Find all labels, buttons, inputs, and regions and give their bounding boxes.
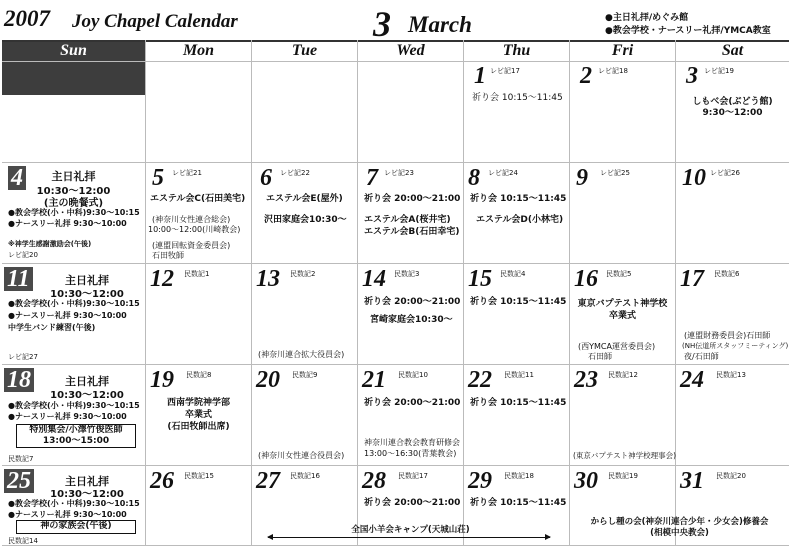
scripture-reading: 民数記10 bbox=[398, 371, 428, 379]
day-number: 6 bbox=[260, 165, 272, 191]
scripture-reading: レビ記23 bbox=[384, 169, 414, 177]
event-time: 10:00～12:00(川崎教会) bbox=[148, 225, 241, 234]
event: ※神学生感謝激励会(午後) bbox=[8, 240, 92, 248]
day-number: 17 bbox=[680, 266, 704, 292]
day-number: 24 bbox=[680, 367, 704, 393]
event: 神奈川連合教会教育研修会 bbox=[364, 438, 460, 447]
day-header-mon: Mon bbox=[182, 41, 215, 59]
prayer-meeting: 祈り会 10:15～11:45 bbox=[470, 398, 567, 408]
day-number: 1 bbox=[474, 63, 486, 89]
scripture-reading: レビ記21 bbox=[172, 169, 202, 177]
day-header-thu: Thu bbox=[502, 41, 531, 59]
day-number: 30 bbox=[574, 468, 598, 494]
scripture-reading: 民数記20 bbox=[716, 472, 746, 480]
day-cell-22 bbox=[464, 365, 569, 465]
day-header-tue: Tue bbox=[291, 41, 318, 59]
event: しもべ会(ぶどう館) bbox=[692, 97, 773, 107]
scripture-reading: レビ記17 bbox=[490, 67, 520, 75]
nursery-worship: ●ナースリー礼拝 9:30～10:00 bbox=[8, 510, 127, 519]
sunday-worship: 主日礼拝 bbox=[51, 170, 96, 183]
event: 石田牧師 bbox=[152, 251, 184, 260]
day-number: 10 bbox=[682, 165, 706, 191]
day-number: 3 bbox=[686, 63, 698, 89]
scripture-reading: レビ記19 bbox=[704, 67, 734, 75]
day-number: 22 bbox=[468, 367, 492, 393]
day-cell-4 bbox=[2, 163, 145, 263]
day-number: 16 bbox=[574, 266, 598, 292]
day-number: 27 bbox=[256, 468, 280, 494]
day-cell-7 bbox=[358, 163, 463, 263]
prayer-meeting: 祈り会 20:00～21:00 bbox=[364, 194, 461, 204]
event: エステル会D(小林宅) bbox=[476, 215, 564, 225]
scripture-reading: レビ記27 bbox=[8, 353, 38, 361]
day-cell-16 bbox=[570, 264, 675, 364]
day-number: 29 bbox=[468, 468, 492, 494]
scripture-reading: 民数記9 bbox=[292, 371, 318, 379]
family-meeting-title: 神の家族会(午後) bbox=[40, 521, 112, 531]
worship-time: 10:30～12:00 bbox=[50, 289, 124, 300]
day-number: 25 bbox=[4, 469, 34, 493]
day-number: 9 bbox=[576, 165, 588, 191]
special-meeting-title: 特別集会/小澤竹俊医師 bbox=[29, 425, 123, 435]
scripture-reading: 民数記16 bbox=[290, 472, 320, 480]
event: 卒業式 bbox=[184, 410, 212, 420]
scripture-reading: 民数記18 bbox=[504, 472, 534, 480]
day-cell-1 bbox=[464, 62, 569, 162]
scripture-reading: 民数記12 bbox=[608, 371, 638, 379]
day-cell-6 bbox=[252, 163, 357, 263]
day-header-sat: Sat bbox=[721, 41, 744, 59]
karashi-event: からし種の会(神奈川連合少年・少女会)修養会 bbox=[590, 517, 769, 527]
special-meeting-time: 13:00～15:00 bbox=[42, 436, 110, 446]
scripture-reading: レビ記18 bbox=[598, 67, 628, 75]
church-school: ●教会学校(小・中科)9:30～10:15 bbox=[8, 401, 140, 410]
calendar-title: Joy Chapel Calendar bbox=[72, 11, 238, 32]
day-cell-24 bbox=[676, 365, 789, 465]
day-cell-25 bbox=[2, 466, 145, 545]
event: 宮崎家庭会10:30～ bbox=[370, 315, 453, 325]
event: エステル会E(屋外) bbox=[266, 194, 343, 204]
sunday-worship: 主日礼拝 bbox=[65, 375, 109, 388]
empty-day-block bbox=[2, 62, 145, 95]
day-header-fri: Fri bbox=[611, 41, 634, 59]
grid-line bbox=[2, 545, 789, 546]
event: 石田師 bbox=[588, 352, 612, 361]
prayer-meeting: 祈り会 20:00～21:00 bbox=[364, 498, 461, 508]
worship-time: 10:30～12:00 bbox=[50, 489, 124, 500]
event: (神奈川連合拡大役員会) bbox=[258, 350, 345, 359]
day-cell-19 bbox=[146, 365, 251, 465]
day-cell-12 bbox=[146, 264, 251, 364]
day-number: 2 bbox=[580, 63, 592, 89]
scripture-reading: 民数記1 bbox=[184, 270, 210, 278]
day-number: 18 bbox=[4, 368, 34, 392]
event: エステル会B(石田幸宅) bbox=[364, 227, 460, 237]
legend-line-1: ●主日礼拝/めぐみ館 bbox=[605, 13, 689, 23]
scripture-reading: レビ記20 bbox=[8, 251, 38, 259]
day-number: 21 bbox=[362, 367, 386, 393]
event: (NH伝道所スタッフミーティング) bbox=[682, 342, 789, 350]
event: 祈り会 10:15～11:45 bbox=[472, 93, 563, 103]
day-number: 31 bbox=[680, 468, 704, 494]
day-cell-21 bbox=[358, 365, 463, 465]
day-cell-20 bbox=[252, 365, 357, 465]
day-cell-3 bbox=[676, 62, 789, 162]
location-legend bbox=[605, 12, 771, 38]
day-number: 20 bbox=[256, 367, 280, 393]
day-cell-26 bbox=[146, 466, 251, 545]
scripture-reading: 民数記7 bbox=[8, 455, 34, 463]
event: (連盟財務委員会)石田師 bbox=[684, 331, 771, 340]
day-cell-17 bbox=[676, 264, 789, 364]
day-cell-11 bbox=[2, 264, 145, 364]
family-meeting-box bbox=[16, 520, 136, 534]
year: 2007 bbox=[4, 6, 50, 31]
karashi-venue: (相模中央教会) bbox=[650, 528, 709, 538]
day-number: 26 bbox=[150, 468, 174, 494]
day-number: 7 bbox=[366, 165, 378, 191]
event-time: 13:00～16:30(青葉教会) bbox=[364, 449, 457, 458]
day-cell-10 bbox=[676, 163, 789, 263]
day-cell-2 bbox=[570, 62, 675, 162]
day-number: 8 bbox=[468, 165, 480, 191]
scripture-reading: 民数記6 bbox=[714, 270, 740, 278]
day-cell-14 bbox=[358, 264, 463, 364]
scripture-reading: レビ記24 bbox=[488, 169, 518, 177]
church-school: ●教会学校(小・中科)9:30～10:15 bbox=[8, 208, 140, 217]
worship-note: (主の晩餐式) bbox=[43, 198, 104, 209]
sunday-worship: 主日礼拝 bbox=[65, 274, 109, 287]
scripture-reading: 民数記5 bbox=[606, 270, 632, 278]
church-school: ●教会学校(小・中科)9:30～10:15 bbox=[8, 499, 140, 508]
camp-event: 全国小羊会キャンプ(天城山荘) bbox=[351, 525, 470, 535]
day-number: 23 bbox=[574, 367, 598, 393]
day-number: 11 bbox=[4, 267, 33, 291]
event: (西YMCA運営委員会) bbox=[578, 342, 656, 351]
grid-top-line bbox=[2, 40, 789, 42]
worship-time: 10:30～12:00 bbox=[50, 390, 124, 401]
legend-line-2: ●教会学校・ナースリー礼拝/YMCA教室 bbox=[605, 26, 771, 36]
month-name: March bbox=[408, 12, 472, 37]
event: (連盟回転資金委員会) bbox=[152, 241, 231, 250]
day-number: 15 bbox=[468, 266, 492, 292]
prayer-meeting: 祈り会 20:00～21:00 bbox=[364, 398, 461, 408]
church-school: ●教会学校(小・中科)9:30～10:15 bbox=[8, 299, 140, 308]
event: (石田牧師出席) bbox=[167, 422, 230, 432]
day-number: 19 bbox=[150, 367, 174, 393]
day-number: 14 bbox=[362, 266, 386, 292]
prayer-meeting: 祈り会 10:15～11:45 bbox=[470, 194, 567, 204]
prayer-meeting: 祈り会 20:00～21:00 bbox=[364, 297, 461, 307]
scripture-reading: レビ記26 bbox=[710, 169, 740, 177]
event: 夜/石田師 bbox=[684, 352, 719, 361]
nursery-worship: ●ナースリー礼拝 9:30～10:00 bbox=[8, 311, 127, 320]
event: (神奈川女性連合役員会) bbox=[258, 451, 345, 460]
day-header-sun: Sun bbox=[2, 40, 145, 61]
event: 沢田家庭会10:30～ bbox=[264, 215, 347, 225]
sunday-worship: 主日礼拝 bbox=[65, 475, 109, 488]
event: エステル会A(桜井宅) bbox=[364, 215, 451, 225]
event: 卒業式 bbox=[608, 311, 636, 321]
day-cell-15 bbox=[464, 264, 569, 364]
scripture-reading: レビ記25 bbox=[600, 169, 630, 177]
day-cell-23 bbox=[570, 365, 675, 465]
day-cell-5 bbox=[146, 163, 251, 263]
scripture-reading: 民数記8 bbox=[186, 371, 212, 379]
special-meeting-box bbox=[16, 424, 136, 448]
day-number: 12 bbox=[150, 266, 174, 292]
worship-time: 10:30～12:00 bbox=[36, 186, 111, 197]
prayer-meeting: 祈り会 10:15～11:45 bbox=[470, 297, 567, 307]
scripture-reading: 民数記14 bbox=[8, 537, 38, 545]
scripture-reading: 民数記19 bbox=[608, 472, 638, 480]
nursery-worship: ●ナースリー礼拝 9:30～10:00 bbox=[8, 412, 127, 421]
scripture-reading: 民数記4 bbox=[500, 270, 526, 278]
day-cell-18 bbox=[2, 365, 145, 465]
scripture-reading: 民数記3 bbox=[394, 270, 420, 278]
event-time: 9:30～12:00 bbox=[702, 108, 763, 118]
day-header-wed: Wed bbox=[396, 41, 425, 59]
scripture-reading: 民数記11 bbox=[504, 371, 534, 379]
scripture-reading: 民数記2 bbox=[290, 270, 316, 278]
event: (東京バプテスト神学校理事会) bbox=[573, 451, 677, 460]
event: エステル会C(石田美宅) bbox=[150, 194, 246, 204]
day-number: 28 bbox=[362, 468, 386, 494]
day-number: 4 bbox=[8, 166, 26, 190]
day-number: 5 bbox=[152, 165, 164, 191]
event: 東京バプテスト神学校 bbox=[577, 299, 668, 309]
scripture-reading: 民数記15 bbox=[184, 472, 214, 480]
event: 西南学院神学部 bbox=[166, 398, 230, 408]
scripture-reading: レビ記22 bbox=[280, 169, 310, 177]
nursery-worship: ●ナースリー礼拝 9:30～10:00 bbox=[8, 219, 127, 228]
month-number: 3 bbox=[373, 4, 391, 44]
event-span-arrow bbox=[268, 537, 550, 538]
day-cell-8 bbox=[464, 163, 569, 263]
event: 中学生バンド練習(午後) bbox=[8, 323, 96, 332]
event: (神奈川女性連合総会) bbox=[152, 215, 231, 224]
day-cell-9 bbox=[570, 163, 675, 263]
day-number: 13 bbox=[256, 266, 280, 292]
day-cell-13 bbox=[252, 264, 357, 364]
scripture-reading: 民数記13 bbox=[716, 371, 746, 379]
prayer-meeting: 祈り会 10:15～11:45 bbox=[470, 498, 567, 508]
scripture-reading: 民数記17 bbox=[398, 472, 428, 480]
